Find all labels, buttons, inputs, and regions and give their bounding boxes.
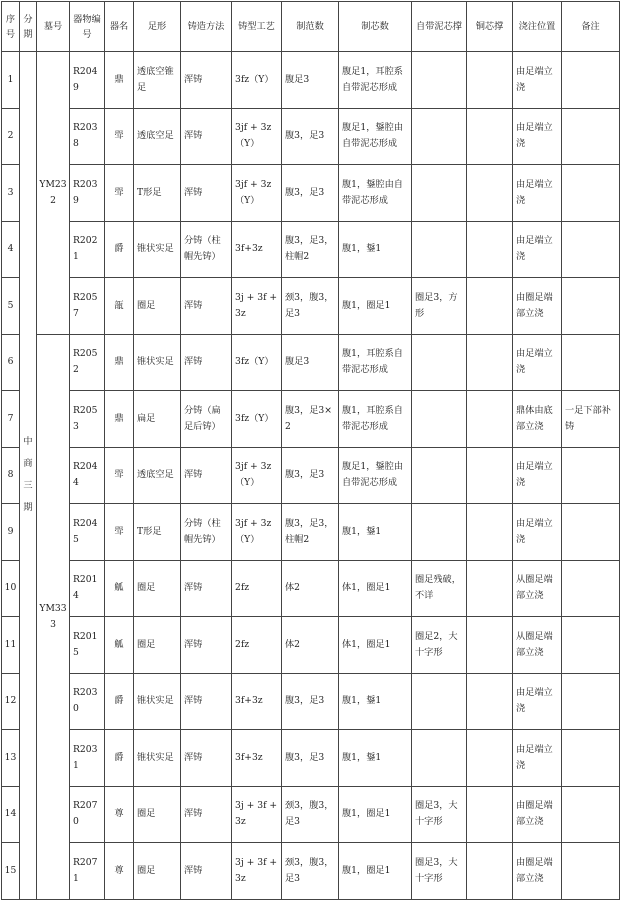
cell-casting: 浑铸	[181, 786, 232, 843]
cell-foot: 圈足	[134, 617, 181, 674]
table-row	[2, 334, 620, 391]
cell-no: 2	[2, 108, 20, 165]
header-cell: 浇注位置	[513, 2, 562, 52]
cell-code: R2021	[70, 221, 105, 278]
cell-vessel: 瓿	[105, 278, 134, 335]
cell-cores: 腹1，圈足1	[339, 786, 412, 843]
cell-code: R2030	[70, 673, 105, 730]
cell-foot: 锥状实足	[134, 673, 181, 730]
cell-self-chaplet: 圈足3，大十字形	[412, 843, 467, 900]
cell-no: 3	[2, 165, 20, 222]
cell-bronze-chaplet	[467, 108, 513, 165]
cell-no: 14	[2, 786, 20, 843]
cell-pour: 由足端立浇	[513, 447, 562, 504]
cell-molds: 颈3，腹3，足3	[282, 786, 339, 843]
cell-vessel: 觚	[105, 560, 134, 617]
cell-cores: 腹足1，鋬腔由自带泥芯形成	[339, 447, 412, 504]
cell-note	[562, 504, 620, 561]
cell-vessel: 尊	[105, 843, 134, 900]
cell-pour: 由足端立浇	[513, 334, 562, 391]
cell-note	[562, 221, 620, 278]
cell-code: R2053	[70, 391, 105, 448]
header-cell: 足形	[134, 2, 181, 52]
header-cell: 铸造方法	[181, 2, 232, 52]
table-row	[2, 843, 620, 900]
table-row	[2, 391, 620, 448]
cell-pour: 鼎体由底部立浇	[513, 391, 562, 448]
header-cell: 自带泥芯撑	[412, 2, 467, 52]
cell-casting: 浑铸	[181, 843, 232, 900]
cell-vessel: 鼎	[105, 52, 134, 109]
cell-no: 12	[2, 673, 20, 730]
cell-note	[562, 52, 620, 109]
period-char: 三	[23, 480, 33, 492]
cell-casting: 浑铸	[181, 52, 232, 109]
cell-bronze-chaplet	[467, 391, 513, 448]
cell-casting: 浑铸	[181, 560, 232, 617]
cell-foot: 锥状实足	[134, 221, 181, 278]
cell-foot: 透底空足	[134, 447, 181, 504]
cell-code: R2015	[70, 617, 105, 674]
cell-tomb: YM232	[37, 52, 70, 335]
cell-no: 13	[2, 730, 20, 787]
cell-casting: 浑铸	[181, 673, 232, 730]
period-char: 期	[23, 502, 33, 514]
period-char: 商	[23, 458, 33, 470]
cell-pour: 由足端立浇	[513, 165, 562, 222]
cell-molds: 腹3，足3	[282, 165, 339, 222]
cell-vessel: 鼎	[105, 391, 134, 448]
cell-bronze-chaplet	[467, 786, 513, 843]
table-row	[2, 560, 620, 617]
cell-molds: 颈3，腹3，足3	[282, 843, 339, 900]
cell-casting: 浑铸	[181, 617, 232, 674]
cell-foot: 圈足	[134, 843, 181, 900]
header-cell: 铜芯撑	[467, 2, 513, 52]
cell-mold: 3jf + 3z（Y）	[232, 108, 282, 165]
cell-mold: 3j + 3f + 3z	[232, 278, 282, 335]
period-char: 中	[23, 436, 33, 448]
header-cell: 备注	[562, 2, 620, 52]
table-row	[2, 730, 620, 787]
cell-code: R2045	[70, 504, 105, 561]
header-cell: 器名	[105, 2, 134, 52]
header-row	[2, 2, 620, 52]
cell-no: 8	[2, 447, 20, 504]
cell-molds: 腹3，足3	[282, 673, 339, 730]
header-cell: 铸型工艺	[232, 2, 282, 52]
cell-mold: 2fz	[232, 560, 282, 617]
cell-mold: 3fz（Y）	[232, 334, 282, 391]
cell-code: R2039	[70, 165, 105, 222]
cell-cores: 腹1，鋬1	[339, 730, 412, 787]
cell-code: R2049	[70, 52, 105, 109]
cell-casting: 浑铸	[181, 108, 232, 165]
cell-cores: 体1，圈足1	[339, 617, 412, 674]
header-cell: 分期	[20, 2, 37, 52]
cell-casting: 分铸（柱帽先铸）	[181, 221, 232, 278]
cell-molds: 腹3，足3	[282, 730, 339, 787]
cell-vessel: 斝	[105, 447, 134, 504]
cell-vessel: 斝	[105, 165, 134, 222]
cell-cores: 腹1，鋬1	[339, 504, 412, 561]
cell-no: 1	[2, 52, 20, 109]
cell-note	[562, 165, 620, 222]
cell-no: 10	[2, 560, 20, 617]
header-cell: 序号	[2, 2, 20, 52]
cell-mold: 3j + 3f + 3z	[232, 843, 282, 900]
table-row	[2, 504, 620, 561]
cell-cores: 体1，圈足1	[339, 560, 412, 617]
cell-no: 11	[2, 617, 20, 674]
cell-self-chaplet	[412, 504, 467, 561]
cell-no: 15	[2, 843, 20, 900]
cell-bronze-chaplet	[467, 278, 513, 335]
cell-self-chaplet	[412, 52, 467, 109]
cell-cores: 腹足1，耳腔系自带泥芯形成	[339, 52, 412, 109]
cell-vessel: 斝	[105, 504, 134, 561]
cell-vessel: 尊	[105, 786, 134, 843]
cell-pour: 由足端立浇	[513, 221, 562, 278]
cell-mold: 3jf + 3z（Y）	[232, 165, 282, 222]
cell-mold: 3f+3z	[232, 730, 282, 787]
cell-foot: 圈足	[134, 786, 181, 843]
cell-cores: 腹1，鋬腔由自带泥芯形成	[339, 165, 412, 222]
cell-casting: 分铸（扁足后铸）	[181, 391, 232, 448]
cell-molds: 腹3，足3×2	[282, 391, 339, 448]
cell-code: R2052	[70, 334, 105, 391]
cell-casting: 浑铸	[181, 165, 232, 222]
cell-pour: 从圈足端部立浇	[513, 560, 562, 617]
cell-vessel: 鼎	[105, 334, 134, 391]
cell-note	[562, 560, 620, 617]
cell-no: 5	[2, 278, 20, 335]
cell-vessel: 爵	[105, 730, 134, 787]
cell-foot: 圈足	[134, 278, 181, 335]
cell-self-chaplet	[412, 730, 467, 787]
cell-bronze-chaplet	[467, 673, 513, 730]
cell-pour: 由足端立浇	[513, 730, 562, 787]
table-row	[2, 673, 620, 730]
cell-molds: 腹3，足3	[282, 447, 339, 504]
header-cell: 制范数	[282, 2, 339, 52]
cell-cores: 腹1，圈足1	[339, 843, 412, 900]
cell-foot: T形足	[134, 165, 181, 222]
table-row	[2, 108, 620, 165]
cell-molds: 腹3，足3，柱帽2	[282, 221, 339, 278]
cell-foot: 透底空锥足	[134, 52, 181, 109]
cell-self-chaplet	[412, 447, 467, 504]
cell-cores: 腹足1，鋬腔由自带泥芯形成	[339, 108, 412, 165]
table-row	[2, 617, 620, 674]
cell-vessel: 斝	[105, 108, 134, 165]
cell-mold: 3fz（Y）	[232, 391, 282, 448]
cell-self-chaplet	[412, 673, 467, 730]
cell-code: R2031	[70, 730, 105, 787]
cell-mold: 3f+3z	[232, 673, 282, 730]
cell-pour: 由圈足端部立浇	[513, 278, 562, 335]
cell-bronze-chaplet	[467, 730, 513, 787]
cell-pour: 由圈足端部立浇	[513, 786, 562, 843]
cell-casting: 浑铸	[181, 447, 232, 504]
cell-casting: 浑铸	[181, 278, 232, 335]
cell-pour: 由足端立浇	[513, 504, 562, 561]
table-row	[2, 447, 620, 504]
cell-self-chaplet: 圈足3，大十字形	[412, 786, 467, 843]
cell-code: R2014	[70, 560, 105, 617]
cell-pour: 由足端立浇	[513, 108, 562, 165]
cell-mold: 3f+3z	[232, 221, 282, 278]
cell-molds: 腹3，足3，柱帽2	[282, 504, 339, 561]
cell-cores: 腹1，鋬1	[339, 221, 412, 278]
cell-bronze-chaplet	[467, 504, 513, 561]
cell-molds: 体2	[282, 560, 339, 617]
cell-bronze-chaplet	[467, 560, 513, 617]
cell-note	[562, 786, 620, 843]
cell-mold: 3j + 3f + 3z	[232, 786, 282, 843]
cell-code: R2070	[70, 786, 105, 843]
cell-note	[562, 843, 620, 900]
cell-note	[562, 334, 620, 391]
table-row	[2, 165, 620, 222]
cell-casting: 浑铸	[181, 730, 232, 787]
cell-bronze-chaplet	[467, 52, 513, 109]
cell-tomb: YM333	[37, 334, 70, 899]
cell-note	[562, 278, 620, 335]
cell-no: 4	[2, 221, 20, 278]
cell-bronze-chaplet	[467, 221, 513, 278]
cell-no: 6	[2, 334, 20, 391]
cell-bronze-chaplet	[467, 165, 513, 222]
cell-cores: 腹1，耳腔系自带泥芯形成	[339, 391, 412, 448]
cell-self-chaplet	[412, 108, 467, 165]
cell-mold: 3jf + 3z（Y）	[232, 447, 282, 504]
cell-note	[562, 108, 620, 165]
cell-cores: 腹1，鋬1	[339, 673, 412, 730]
cell-foot: 圈足	[134, 560, 181, 617]
cell-note	[562, 447, 620, 504]
cell-self-chaplet	[412, 165, 467, 222]
cell-molds: 腹足3	[282, 52, 339, 109]
cell-no: 9	[2, 504, 20, 561]
table-row	[2, 786, 620, 843]
cell-molds: 腹3，足3	[282, 108, 339, 165]
cell-self-chaplet	[412, 391, 467, 448]
table-body	[2, 52, 620, 900]
cell-casting: 浑铸	[181, 334, 232, 391]
cell-cores: 腹1，圈足1	[339, 278, 412, 335]
cell-bronze-chaplet	[467, 447, 513, 504]
table-row	[2, 221, 620, 278]
cell-foot: 锥状实足	[134, 334, 181, 391]
cell-pour: 由圈足端部立浇	[513, 843, 562, 900]
cell-foot: 透底空足	[134, 108, 181, 165]
cell-code: R2044	[70, 447, 105, 504]
cell-note	[562, 730, 620, 787]
cell-foot: 锥状实足	[134, 730, 181, 787]
cell-foot: T形足	[134, 504, 181, 561]
cell-vessel: 爵	[105, 221, 134, 278]
cell-bronze-chaplet	[467, 334, 513, 391]
cell-code: R2071	[70, 843, 105, 900]
cell-mold: 3fz（Y）	[232, 52, 282, 109]
cell-vessel: 爵	[105, 673, 134, 730]
header-cell: 器物编号	[70, 2, 105, 52]
cell-note	[562, 617, 620, 674]
cell-code: R2057	[70, 278, 105, 335]
cell-pour: 从圈足端部立浇	[513, 617, 562, 674]
cell-self-chaplet	[412, 334, 467, 391]
cell-self-chaplet: 圈足2，大十字形	[412, 617, 467, 674]
casting-table	[1, 1, 620, 900]
header-cell: 墓号	[37, 2, 70, 52]
cell-molds: 腹足3	[282, 334, 339, 391]
cell-molds: 颈3，腹3，足3	[282, 278, 339, 335]
cell-note: 一足下部补铸	[562, 391, 620, 448]
cell-molds: 体2	[282, 617, 339, 674]
cell-casting: 分铸（柱帽先铸）	[181, 504, 232, 561]
cell-vessel: 觚	[105, 617, 134, 674]
cell-cores: 腹1，耳腔系自带泥芯形成	[339, 334, 412, 391]
table-row	[2, 278, 620, 335]
cell-pour: 由足端立浇	[513, 52, 562, 109]
cell-self-chaplet: 圈足3，方形	[412, 278, 467, 335]
cell-foot: 扁足	[134, 391, 181, 448]
cell-mold: 2fz	[232, 617, 282, 674]
cell-bronze-chaplet	[467, 843, 513, 900]
cell-self-chaplet: 圈足残破，不详	[412, 560, 467, 617]
cell-period	[20, 52, 37, 900]
cell-self-chaplet	[412, 221, 467, 278]
cell-no: 7	[2, 391, 20, 448]
header-cell: 制芯数	[339, 2, 412, 52]
cell-note	[562, 673, 620, 730]
cell-bronze-chaplet	[467, 617, 513, 674]
cell-pour: 由足端立浇	[513, 673, 562, 730]
table-row	[2, 52, 620, 109]
cell-mold: 3jf + 3z（Y）	[232, 504, 282, 561]
cell-code: R2038	[70, 108, 105, 165]
